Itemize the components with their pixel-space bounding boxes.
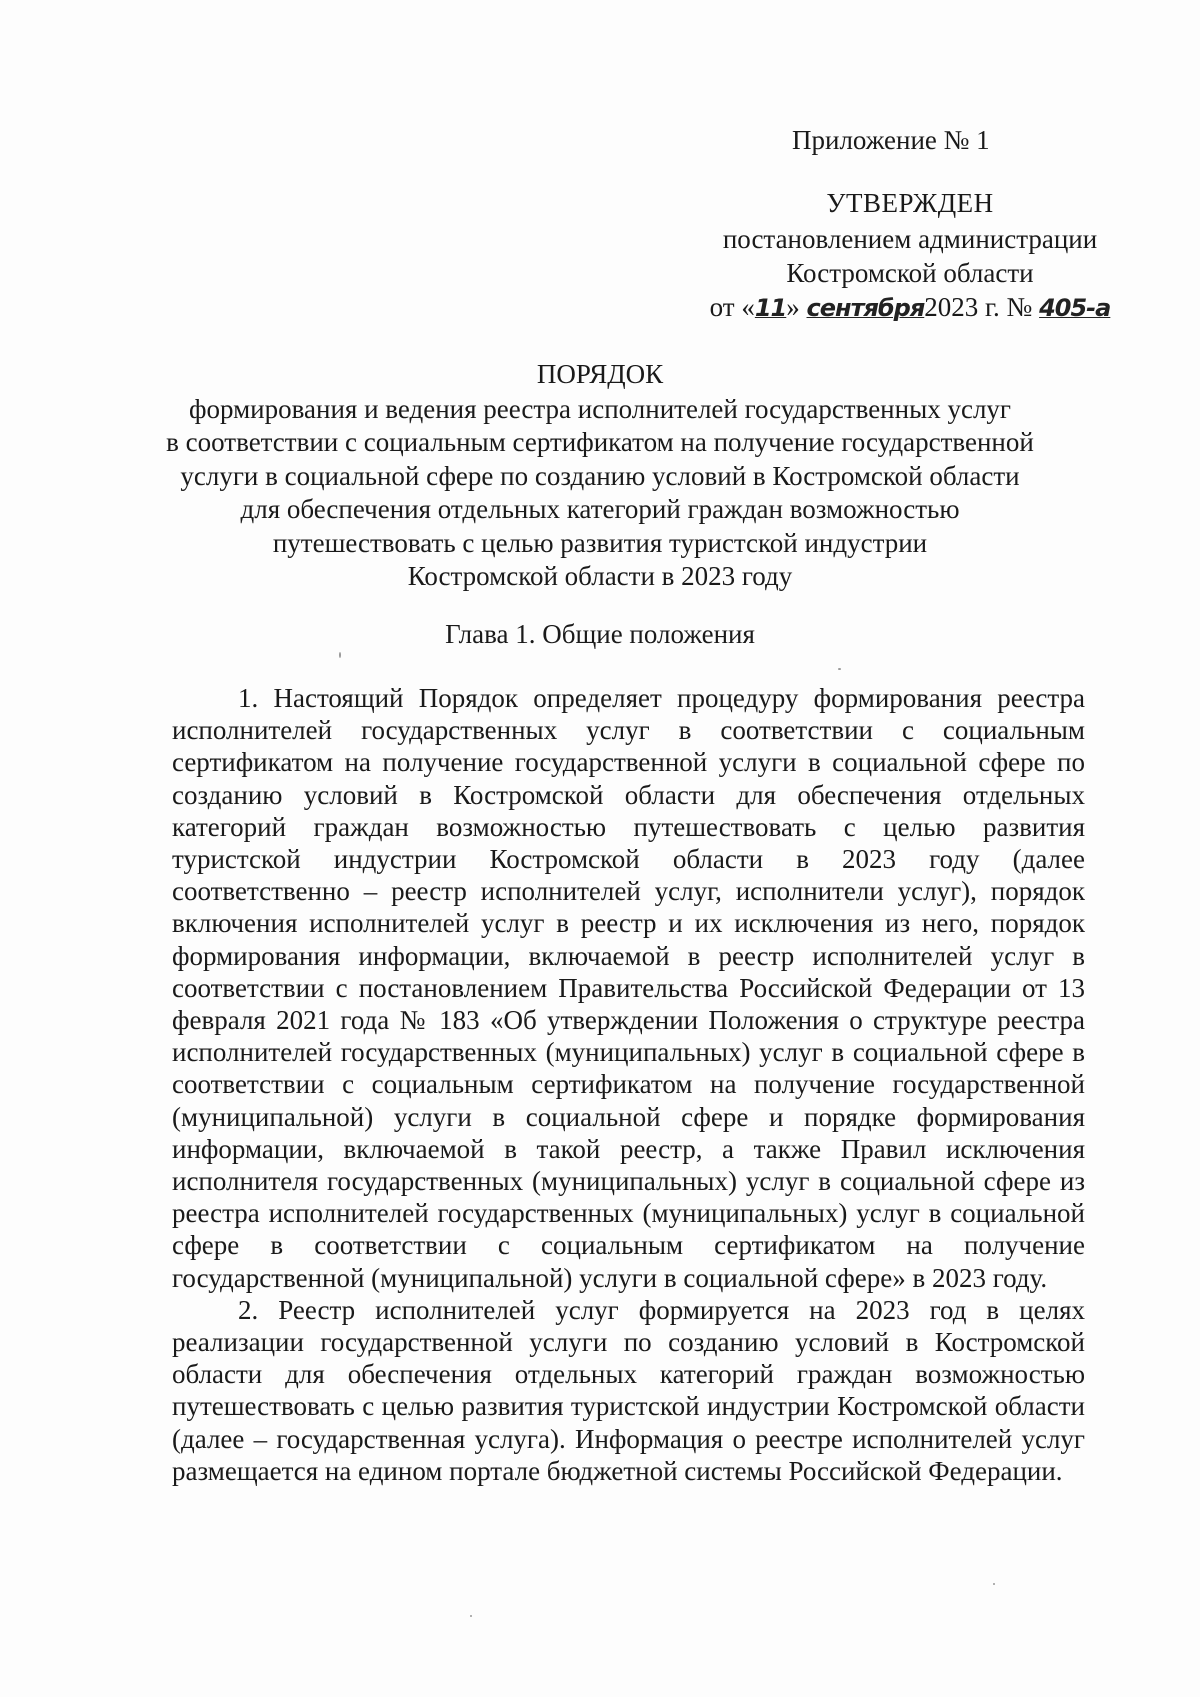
date-day-handwritten: 11 [754,294,787,322]
scan-speck [339,652,341,658]
document-subtitle-line: для обеспечения отдельных категорий граждан возможностью [240,494,960,524]
document-subtitle-line: формирования и ведения реестра исполнителей государственных услуг [189,393,1011,424]
paragraph: 2. Реестр исполнителей услуг формируется на 2023 год в целях реализации государственной услуги по созданию условий в Костромской области для обеспечения отдельных категорий граждан возможностью путешествовать с целью развития туристской индустрии Костромской области (далее – государственная услуга). Информация о реестре исполнителей услуг размещается на едином портале бюджетной системы Российской Федерации. [172,1294,1085,1486]
document-subtitle-line: услуги в социальной сфере по созданию условий в Костромской области [180,460,1020,491]
date-mid: » [786,292,800,322]
date-year: 2023 г. № [924,292,1033,322]
scan-speck [993,1583,995,1585]
scan-speck [470,1615,472,1617]
approval-stamp-block [690,186,1130,325]
document-subtitle-line: в соответствии с социальным сертификатом на получение государственной [166,427,1034,457]
scan-speck [838,668,841,670]
document-title: ПОРЯДОК [536,359,664,389]
document-subtitle-line: путешествовать с целью развития туристской индустрии [272,527,928,558]
date-month-handwritten: сентября [806,294,925,322]
document-subtitle-line: Костромской области в 2023 году [407,561,793,591]
date-prefix: от « [709,292,755,322]
chapter-heading: Глава 1. Общие положения [445,619,755,649]
approval-line-1: постановлением администрации [722,224,1098,254]
approval-line-2: Костромской области [786,258,1034,288]
document-title-block [140,358,1060,594]
paragraph: 1. Настоящий Порядок определяет процедуру формирования реестра исполнителей государственных услуг в соответствии с социальным сертификатом на получение государственной услуги в социальной сфере по созданию условий в Костромской области для обеспечения отдельных категорий граждан возможностью путешествовать с целью развития туристской индустрии Костромской области в 2023 году (далее соответственно – реестр исполнителей услуг, исполнители услуг), порядок включения исполнителей услуг в реестр и их исключения из него, порядок формирования информации, включаемой в реестр исполнителей услуг в соответствии с постановлением Правительства Российской Федерации от 13 февраля 2021 года № 183 «Об утверждении Положения о структуре реестра исполнителей государственных (муниципальных) услуг в социальной сфере в соответствии с социальным сертификатом на получение государственной (муниципальной) услуги в социальной сфере и порядке формирования информации, включаемой в такой реестр, а также Правил исключения исполнителя государственных (муниципальных) услуг в социальной сфере из реестра исполнителей государственных (муниципальных) услуг в социальной сфере в соответствии с социальным сертификатом на получение государственной (муниципальной) услуги в социальной сфере» в 2023 году. [172,683,1085,1293]
appendix-label: Приложение № 1 [792,125,990,155]
approved-label: УТВЕРЖДЕН [826,188,994,218]
document-body [172,682,1085,1487]
approval-date-line [690,290,1130,325]
document-number-handwritten: 405-а [1039,294,1111,322]
